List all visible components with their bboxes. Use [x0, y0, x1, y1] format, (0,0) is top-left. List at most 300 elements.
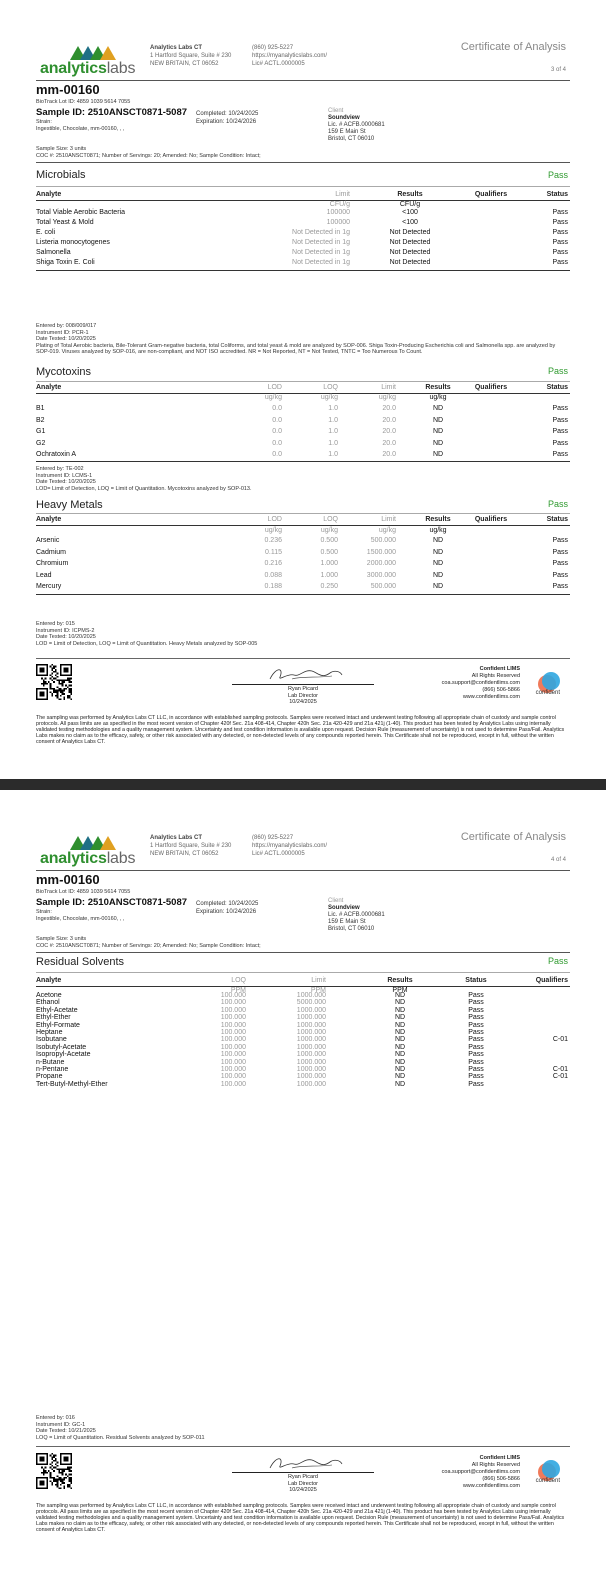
- mycotoxins-instrument: Instrument ID: LCMS-1: [36, 472, 93, 479]
- mycotoxins-result: ND: [432, 405, 444, 412]
- microbials-date-tested: Date Tested: 10/20/2025: [36, 336, 96, 342]
- info-divider: [36, 952, 570, 953]
- solvent-analyte: Ethyl-Formate: [36, 1021, 80, 1029]
- client-label: Client: [328, 108, 344, 114]
- solvents-col-status: Status: [465, 977, 487, 984]
- mycotoxins-method-note: LOD= Limit of Detection, LOQ = Limit of Quantitation. Mycotoxins analyzed by SOP-013.: [36, 485, 252, 492]
- heavy_metals-lod: 0.115: [265, 548, 282, 556]
- lab-contact: [252, 834, 327, 858]
- heavy_metals-limit: 3000.000: [366, 571, 396, 579]
- header-divider: [36, 80, 570, 81]
- microbial-analyte: Shiga Toxin E. Coli: [36, 259, 95, 266]
- microbial-result: Not Detected: [389, 249, 431, 256]
- confident-phone: (866) 506-5866: [482, 1476, 520, 1482]
- client-name: Soundview: [328, 115, 360, 121]
- biotrack-lot: BioTrack Lot ID: 4859 1039 5614 7055: [36, 99, 131, 105]
- mycotoxins-loq: 1.0: [328, 416, 338, 424]
- mycotoxins-notes: [36, 466, 566, 492]
- qr-code-icon: [36, 664, 72, 700]
- confident-logo-word: confident: [535, 690, 560, 696]
- expiration-date: Expiration: 10/24/2026: [196, 909, 257, 915]
- microbials-col-analyte: Analyte: [36, 191, 62, 198]
- mycotoxins-unit-loq: ug/kg: [320, 394, 338, 401]
- logo-text-labs: labs: [106, 60, 136, 77]
- heavy-metals-instrument: Instrument ID: ICPMS-2: [36, 627, 95, 634]
- lab-address-2: NEW BRITAIN, CT 06052: [150, 61, 219, 67]
- solvent-result: ND: [394, 1043, 406, 1051]
- signed-date: 10/24/2025: [289, 1487, 317, 1493]
- solvent-status: Pass: [468, 1014, 484, 1022]
- solvent-status: Pass: [468, 1058, 484, 1066]
- mycotoxins-analyte: B1: [36, 405, 45, 412]
- heavy_metals-lod: 0.216: [264, 560, 282, 567]
- solvent-status: Pass: [468, 1043, 484, 1051]
- microbial-result: <100: [402, 209, 418, 216]
- logo-wordmark: [40, 850, 135, 868]
- mycotoxins-status: Pass: [552, 405, 568, 412]
- solvent-loq: 100.000: [220, 1036, 246, 1044]
- mycotoxins-loq: 1.0: [328, 439, 338, 447]
- mycotoxins-col-results: Results: [425, 384, 451, 391]
- heavy-metals-status: Pass: [547, 499, 568, 509]
- lab-address-1: 1 Hartford Square, Suite # 230: [150, 53, 232, 59]
- solvent-status: Pass: [468, 1006, 484, 1014]
- microbial-status: Pass: [552, 239, 568, 246]
- client-name: Soundview: [328, 905, 360, 911]
- heavy_metals-result: ND: [432, 583, 444, 590]
- confident-web: www.confidentlims.com: [462, 694, 520, 700]
- microbials-col-results: Results: [397, 191, 423, 198]
- microbials-unit-limit: CFU/g: [329, 201, 350, 208]
- solvent-status: Pass: [468, 1080, 484, 1088]
- signer-name: Ryan Picard: [288, 686, 318, 692]
- mycotoxins-rule: [36, 381, 570, 382]
- solvent-result: ND: [394, 1073, 406, 1081]
- disclaimer: The sampling was performed by Analytics Labs CT LLC, in accordance with established sampling protocols. Samples were received intact and underwent testing following all appropriate chain of custody and sample control protocols. All pass limits are as specified in the most recent version of Chapter 420f Sec. 21a 408-414, Chapter 420h Sec. 21a 420-429 and 21a 421j (1-40). This product has been tested by Analytics Labs using internally validated testing methodologies and a quality management system. Uncertainty and test condition information is available upon request. Decision Rule (measurement of uncertainty) is not used to determine Pass/Fail. Analytics Labs makes no claim as to the efficacy, safety, or other risk associated with any detected, or non-detected levels of any compounds reported herein. This Certificate shall not be reproduced, except in full, without the written consent of Analytics Labs CT.: [36, 715, 565, 745]
- signed-date: 10/24/2025: [289, 699, 317, 705]
- confident-rights: All Rights Reserved: [471, 1462, 520, 1468]
- mycotoxins-result: ND: [432, 416, 444, 424]
- signature-block: [232, 686, 374, 706]
- mycotoxins-col-limit: Limit: [381, 384, 396, 391]
- solvent-status: Pass: [468, 1066, 484, 1073]
- mycotoxins-status: Pass: [552, 451, 568, 458]
- heavy_metals-loq: 0.500: [320, 537, 338, 544]
- solvent-limit: 1000.000: [296, 1043, 326, 1051]
- logo-wordmark: [40, 60, 135, 78]
- info-divider: [36, 162, 570, 163]
- heavy-metals-col-lod: LOD: [267, 516, 282, 523]
- microbial-analyte: Total Yeast & Mold: [36, 219, 94, 226]
- lab-info: [150, 834, 231, 858]
- heavy_metals-status: Pass: [552, 537, 568, 544]
- solvent-analyte: Heptane: [36, 1029, 63, 1036]
- mycotoxins-limit: 20.0: [382, 405, 396, 412]
- microbial-limit: Not Detected in 1g: [292, 229, 350, 236]
- sample-id: Sample ID: 2510ANSCT0871-5087: [36, 107, 188, 118]
- solvent-limit: 1000.000: [296, 1080, 326, 1088]
- heavy_metals-lod: 0.236: [264, 537, 282, 544]
- solvents-instrument: Instrument ID: GC-1: [36, 1421, 86, 1428]
- solvent-result: ND: [394, 992, 406, 999]
- solvent-analyte: Propane: [36, 1073, 63, 1081]
- biotrack-lot: BioTrack Lot ID: 4859 1039 5614 7055: [36, 889, 131, 895]
- solvent-limit: 1000.000: [296, 1029, 326, 1036]
- heavy_metals-limit: 1500.000: [366, 548, 396, 556]
- heavy_metals-limit: 500.000: [370, 537, 396, 544]
- microbials-col-qualifiers: Qualifiers: [474, 191, 508, 198]
- client-label: Client: [328, 898, 344, 904]
- microbials-col-limit: Limit: [335, 191, 350, 198]
- solvent-analyte: Ethyl-Acetate: [36, 1006, 78, 1014]
- lab-name: Analytics Labs CT: [150, 835, 203, 841]
- solvent-analyte: Tert-Butyl-Methyl-Ether: [36, 1080, 108, 1088]
- solvent-loq: 100.000: [220, 1058, 246, 1066]
- microbial-limit: Not Detected in 1g: [292, 239, 350, 246]
- solvent-loq: 100.000: [220, 1021, 246, 1029]
- logo-text-analytics: analytics: [40, 60, 107, 77]
- mycotoxins-status: Pass: [547, 366, 568, 376]
- microbial-limit: Not Detected in 1g: [292, 249, 350, 256]
- solvent-qualifier: C-01: [552, 1073, 568, 1081]
- microbial-status: Pass: [552, 219, 568, 226]
- client-license: Lic. # ACFB.0000681: [328, 122, 385, 128]
- microbials-unit-result: CFU/g: [399, 201, 421, 208]
- lab-address-2: NEW BRITAIN, CT 06052: [150, 851, 219, 857]
- heavy-metals-header-rule: [36, 525, 570, 526]
- solvents-notes: [36, 1415, 566, 1441]
- solvent-limit: 1000.000: [296, 1066, 326, 1073]
- solvent-result: ND: [394, 1014, 406, 1022]
- client-address-2: Bristol, CT 06010: [328, 926, 375, 932]
- microbials-instrument: Instrument ID: PCR-1: [36, 329, 89, 336]
- mycotoxins-date-tested: Date Tested: 10/20/2025: [36, 479, 96, 485]
- solvent-status: Pass: [468, 1029, 484, 1036]
- confident-phone: (866) 506-5866: [482, 687, 520, 693]
- mycotoxins-analyte: Ochratoxin A: [36, 451, 77, 458]
- disclaimer: The sampling was performed by Analytics Labs CT LLC, in accordance with established sampling protocols. Samples were received intact and underwent testing following all appropriate chain of custody and sample control protocols. All pass limits are as specified in the most recent version of Chapter 420f Sec. 21a 408-414, Chapter 420h Sec. 21a 420-429 and 21a 421j (1-40). This product has been tested by Analytics Labs using internally validated testing methodologies and a quality management system. Uncertainty and test condition information is available upon request. Decision Rule (measurement of uncertainty) is not used to determine Pass/Fail. Analytics Labs makes no claim as to the efficacy, safety, or other risk associated with any detected, or non-detected levels of any compounds reported herein. This Certificate shall not be reproduced, except in full, without the written consent of Analytics Labs CT.: [36, 1503, 565, 1533]
- lab-info: [150, 44, 231, 68]
- solvent-limit: 1000.000: [296, 1073, 326, 1081]
- heavy-metals-col-loq: LOQ: [323, 516, 338, 523]
- heavy_metals-analyte: Cadmium: [36, 548, 66, 556]
- client-address-1: 159 E Main St: [328, 919, 366, 925]
- lab-phone: (860) 925-5227: [252, 835, 294, 841]
- mycotoxins-lod: 0.0: [272, 405, 282, 412]
- lab-name: Analytics Labs CT: [150, 45, 203, 51]
- mycotoxins-analyte: B2: [36, 416, 45, 424]
- mycotoxins-result: ND: [432, 428, 444, 435]
- solvent-limit: 1000.000: [296, 1014, 326, 1022]
- lab-website: https://myanalyticslabs.com/: [252, 843, 328, 849]
- lab-license: Lic# ACTL.0000005: [252, 61, 305, 67]
- confident-logo-word: confident: [535, 1478, 560, 1484]
- mycotoxins-col-lod: LOD: [267, 384, 282, 391]
- solvents-unit-limit: PPM: [310, 987, 326, 994]
- solvent-result: ND: [394, 1029, 406, 1036]
- solvent-loq: 100.000: [220, 992, 246, 999]
- solvent-analyte: Isobutyl-Acetate: [36, 1043, 87, 1051]
- solvent-loq: 100.000: [220, 1006, 246, 1014]
- mycotoxins-unit-lod: ug/kg: [264, 394, 282, 401]
- solvent-result: ND: [394, 1051, 406, 1059]
- solvent-result: ND: [394, 999, 406, 1007]
- solvents-col-analyte: Analyte: [36, 977, 62, 984]
- signer-title: Lab Director: [288, 692, 318, 699]
- mycotoxins-lod: 0.0: [272, 451, 282, 458]
- heavy_metals-result: ND: [432, 537, 444, 544]
- solvent-analyte: Isobutane: [36, 1036, 67, 1044]
- strain-info: [36, 119, 124, 133]
- heavy-metals-col-qualifiers: Qualifiers: [474, 516, 508, 523]
- product-name: mm-00160: [36, 82, 100, 97]
- heavy-metals-unit-lod: ug/kg: [264, 527, 282, 534]
- logo-text-labs: labs: [106, 850, 136, 867]
- solvent-status: Pass: [468, 999, 484, 1007]
- mycotoxins-col-qualifiers: Qualifiers: [474, 384, 508, 391]
- heavy-metals-rule: [36, 513, 570, 514]
- solvent-qualifier: C-01: [552, 1036, 568, 1044]
- heavy_metals-result: ND: [432, 571, 444, 579]
- sample-size-info: [36, 146, 261, 160]
- signature-icon: [262, 1452, 348, 1474]
- strain-info: [36, 909, 124, 923]
- mycotoxins-entered-by: Entered by: TE-002: [36, 466, 84, 472]
- microbial-result: <100: [402, 219, 418, 226]
- microbials-method-note: Plating of Total Aerobic bacteria, Bile-Tolerant Gram-negative bacteria, total Coliforms, and total yeast & mold are analyzed by SOP-006. Shiga Toxin-Producing Escherichia coli and Salmonella spp. are analyzed by SOP-019. Viruses analyzed by SOP-016, are non-compliant, and NOT ISO accredited. NR = Not Reported, NT = Not Tested, TNTC = Too Numerous To Count.: [36, 342, 556, 355]
- signer-title: Lab Director: [288, 1480, 318, 1487]
- solvent-status: Pass: [468, 1073, 484, 1081]
- solvent-analyte: Ethanol: [36, 999, 60, 1007]
- footer-divider: [36, 658, 570, 659]
- solvent-result: ND: [394, 1036, 406, 1044]
- matrix: Ingestible, Chocolate, mm-00160, , ,: [36, 126, 125, 132]
- mycotoxins-lod: 0.0: [272, 416, 282, 424]
- mycotoxins-unit-result: ug/kg: [429, 394, 447, 401]
- heavy-metals-col-status: Status: [546, 516, 568, 523]
- heavy-metals-unit-loq: ug/kg: [320, 527, 338, 534]
- confident-name: Confident LIMS: [479, 1455, 520, 1461]
- mycotoxins-result: ND: [432, 451, 444, 458]
- heavy-metals-title: Heavy Metals: [36, 499, 103, 511]
- client-license: Lic. # ACFB.0000681: [328, 912, 385, 918]
- solvents-status: Pass: [547, 956, 568, 966]
- solvent-limit: 1000.000: [296, 1051, 326, 1059]
- heavy_metals-result: ND: [432, 548, 444, 556]
- signature-icon: [262, 663, 348, 685]
- solvents-col-results: Results: [387, 977, 413, 984]
- microbials-col-status: Status: [546, 191, 568, 198]
- expiration-date: Expiration: 10/24/2026: [196, 119, 257, 125]
- solvent-result: ND: [394, 1066, 406, 1073]
- heavy-metals-col-analyte: Analyte: [36, 516, 62, 523]
- heavy_metals-loq: 0.500: [320, 548, 338, 556]
- heavy-metals-method-note: LOD = Limit of Detection, LOQ = Limit of Quantitation. Heavy Metals analyzed by SOP-005: [36, 640, 258, 647]
- dates: [196, 900, 258, 916]
- coa-title: Certificate of Analysis: [460, 41, 566, 53]
- heavy-metals-entered-by: Entered by: 015: [36, 621, 75, 627]
- mycotoxins-loq: 1.0: [328, 405, 338, 412]
- signature-line: [232, 1472, 374, 1473]
- microbial-result: Not Detected: [389, 229, 431, 236]
- strain-label: Strain:: [36, 119, 52, 125]
- coa-page-4: [0, 790, 606, 1575]
- client-address-1: 159 E Main St: [328, 129, 366, 135]
- solvent-status: Pass: [468, 992, 484, 999]
- coa-page-3: [0, 0, 606, 779]
- heavy_metals-limit: 2000.000: [366, 560, 396, 567]
- solvent-status: Pass: [468, 1021, 484, 1029]
- heavy_metals-result: ND: [432, 560, 444, 567]
- microbial-limit: 100000: [326, 219, 350, 226]
- mycotoxins-bottom-rule: [36, 461, 570, 462]
- microbial-analyte: Total Viable Aerobic Bacteria: [36, 209, 125, 216]
- microbials-title: Microbials: [36, 169, 86, 181]
- solvent-limit: 1000.000: [296, 1036, 326, 1044]
- mycotoxins-status: Pass: [552, 439, 568, 447]
- coc-info: COC #: 2510ANSCT0871; Number of Servings: 20; Amended: No; Sample Condition: Intact;: [36, 943, 261, 949]
- solvent-limit: 1000.000: [296, 1006, 326, 1014]
- heavy-metals-unit-result: ug/kg: [429, 527, 447, 534]
- solvent-limit: 1000.000: [296, 992, 326, 999]
- microbials-notes: [36, 323, 566, 356]
- solvents-unit-loq: PPM: [230, 987, 246, 994]
- solvent-qualifier: C-01: [552, 1066, 568, 1073]
- solvent-loq: 100.000: [220, 1014, 246, 1022]
- dates: [196, 110, 258, 126]
- solvent-limit: 5000.000: [296, 999, 326, 1007]
- footer-divider: [36, 1446, 570, 1447]
- confident-email: coa.support@confidentlims.com: [441, 1469, 520, 1475]
- lab-website: https://myanalyticslabs.com/: [252, 53, 328, 59]
- microbial-result: Not Detected: [389, 239, 431, 246]
- lab-license: Lic# ACTL.0000005: [252, 851, 305, 857]
- solvents-rule: [36, 972, 570, 973]
- sample-size: Sample Size: 3 units: [36, 146, 87, 152]
- client-info: [328, 108, 385, 143]
- strain-label: Strain:: [36, 909, 52, 915]
- heavy_metals-lod: 0.088: [264, 571, 282, 579]
- microbial-status: Pass: [552, 209, 568, 216]
- heavy-metals-bottom-rule: [36, 594, 570, 595]
- mycotoxins-unit-limit: ug/kg: [378, 394, 396, 401]
- microbial-status: Pass: [552, 229, 568, 236]
- mycotoxins-limit: 20.0: [382, 451, 396, 458]
- solvent-result: ND: [394, 1006, 406, 1014]
- mycotoxins-col-status: Status: [546, 384, 568, 391]
- mycotoxins-analyte: G1: [36, 428, 46, 435]
- heavy_metals-status: Pass: [552, 583, 568, 590]
- heavy-metals-notes: [36, 621, 566, 647]
- heavy_metals-loq: 0.250: [320, 583, 338, 590]
- signature-line: [232, 684, 374, 685]
- mycotoxins-result: ND: [432, 439, 444, 447]
- heavy_metals-status: Pass: [552, 571, 568, 579]
- solvent-analyte: n-Pentane: [36, 1066, 69, 1073]
- heavy_metals-lod: 0.188: [264, 583, 282, 590]
- logo-text-analytics: analytics: [40, 850, 107, 867]
- heavy-metals-unit-limit: ug/kg: [378, 527, 396, 534]
- solvent-result: ND: [394, 1021, 406, 1029]
- solvent-loq: 100.000: [220, 1051, 246, 1059]
- coa-title: Certificate of Analysis: [460, 831, 566, 843]
- microbials-entered-by: Entered by: 008/009/017: [36, 323, 97, 329]
- solvents-col-loq: LOQ: [231, 977, 246, 984]
- solvent-limit: 1000.000: [296, 1058, 326, 1066]
- coc-info: COC #: 2510ANSCT0871; Number of Servings: 20; Amended: No; Sample Condition: Intact;: [36, 153, 261, 159]
- matrix: Ingestible, Chocolate, mm-00160, , ,: [36, 916, 125, 922]
- confident-email: coa.support@confidentlims.com: [441, 680, 520, 686]
- solvents-col-limit: Limit: [311, 977, 326, 984]
- heavy_metals-status: Pass: [552, 560, 568, 567]
- mycotoxins-loq: 1.0: [328, 428, 338, 435]
- page-number: 3 of 4: [550, 67, 566, 73]
- mycotoxins-col-analyte: Analyte: [36, 384, 62, 391]
- solvent-status: Pass: [468, 1051, 484, 1059]
- lab-contact: [252, 44, 327, 68]
- sample-size: Sample Size: 3 units: [36, 936, 87, 942]
- mycotoxins-lod: 0.0: [272, 428, 282, 435]
- heavy-metals-col-limit: Limit: [381, 516, 396, 523]
- solvent-analyte: Ethyl-Ether: [36, 1014, 71, 1022]
- solvent-loq: 100.000: [220, 1043, 246, 1051]
- signer-name: Ryan Picard: [288, 1474, 318, 1480]
- microbials-rule: [36, 186, 570, 187]
- solvent-analyte: n-Butane: [36, 1058, 65, 1066]
- client-address-2: Bristol, CT 06010: [328, 136, 375, 142]
- signature-block: [232, 1474, 374, 1494]
- solvent-limit: 1000.000: [296, 1021, 326, 1029]
- mycotoxins-analyte: G2: [36, 439, 46, 447]
- mycotoxins-lod: 0.0: [272, 439, 282, 447]
- heavy_metals-analyte: Lead: [36, 571, 52, 579]
- microbials-bottom-rule: [36, 270, 570, 271]
- mycotoxins-limit: 20.0: [382, 416, 396, 424]
- solvent-analyte: Isopropyl-Acetate: [36, 1051, 91, 1059]
- microbial-result: Not Detected: [389, 259, 431, 266]
- solvents-col-qualifiers: Qualifiers: [535, 977, 568, 984]
- heavy_metals-analyte: Chromium: [36, 560, 69, 567]
- heavy-metals-col-results: Results: [425, 516, 451, 523]
- solvents-method-note: LOQ = Limit of Quantitation. Residual Solvents analyzed by SOP-011: [36, 1434, 205, 1441]
- header-divider: [36, 870, 570, 871]
- heavy_metals-loq: 1.000: [320, 560, 338, 567]
- microbial-status: Pass: [552, 249, 568, 256]
- microbial-analyte: Listeria monocytogenes: [36, 239, 110, 246]
- solvent-result: ND: [394, 1058, 406, 1066]
- solvent-result: ND: [394, 1080, 406, 1088]
- solvent-loq: 100.000: [220, 1066, 246, 1073]
- mycotoxins-limit: 20.0: [382, 428, 396, 435]
- completed-date: Completed: 10/24/2025: [196, 111, 259, 117]
- heavy_metals-limit: 500.000: [370, 583, 396, 590]
- page-number: 4 of 4: [550, 857, 566, 863]
- completed-date: Completed: 10/24/2025: [196, 901, 259, 907]
- confident-info: [442, 666, 520, 701]
- confident-name: Confident LIMS: [479, 666, 520, 672]
- solvents-title: Residual Solvents: [36, 956, 125, 968]
- heavy_metals-analyte: Mercury: [36, 583, 62, 590]
- heavy_metals-analyte: Arsenic: [36, 537, 60, 544]
- sample-size-info: [36, 936, 261, 950]
- microbial-limit: Not Detected in 1g: [292, 259, 350, 266]
- microbial-analyte: Salmonella: [36, 249, 71, 256]
- mycotoxins-loq: 1.0: [328, 451, 338, 458]
- mycotoxins-limit: 20.0: [382, 439, 396, 447]
- sample-id: Sample ID: 2510ANSCT0871-5087: [36, 897, 188, 908]
- product-name: mm-00160: [36, 872, 100, 887]
- solvent-loq: 100.000: [220, 1080, 246, 1088]
